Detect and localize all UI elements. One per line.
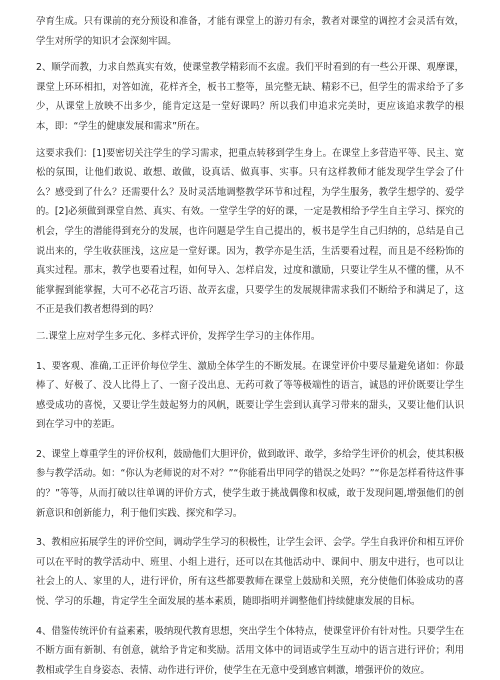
paragraph-point-2: 2、顺学而教，力求自然真实有效，使课堂教学精彩而不玄虚。我们平时看到的有一些公开课、观摩课，课堂上环环相扣，对答如流，花样齐全，板书工整等，虽完整无缺、精彩不已，但学生的需求给予了多少，从课堂上放映不出多少，能肯定这是一堂好课吗？所以我们申追求完美时，更应该追求教学的根本，即：“学生的健康发展和需求”所在。 [36, 62, 464, 132]
spacer [36, 347, 464, 357]
paragraph-requirements: 这要求我们：[1]要密切关注学生的学习需求，把重点转移到学生身上。在课堂上多营造平等、民主、宽松的氛围，让他们敢说、敢想、敢做，设真话、做真事、实事。只有这样教师才能发现学生学会了什么？感受到了什么？还需要什么？及时灵活地调整教学环节和过程，为学生服务，教学生想学的、爱学的。[2]必须做到课堂自然、真实、有效。一堂学生学的好的课，一定是教相给予学生自主学习、探究的机会，学生的潜能得到充分的发展，也许问题是学生自己提出的，板书是学生自己归纳的，总结是自己说出来的，学生收获匪浅，这应是一堂好课。因为，教学亦是生活，生活要看过程，而且是不经粉饰的真实过程。那末，教学也要看过程，如何导入、怎样启发，过度和激励，只要让学生从不懂的懂，从不能掌握到能掌握，大可不必花言巧语、故弄玄虚，只要学生的发展规律需求我们不断给予和满足了，这不正是我们教者想得到的吗？ [36, 147, 464, 316]
paragraph-eval-3: 3、教相应拓展学生的评价空间，调动学生学习的积极性，让学生会评、会学。学生自我评价和相互评价可以在平时的教学活动中、班里、小组上进行，还可以在其他活动中、课间中、朋友中进行，也可以让社会上的人、家里的人，进行评价，所有这些都要教师在课堂上鼓励和关照，充分使他们体验成功的喜悦、学习的乐趣，肯定学生全面发展的基本素质，随即指明并调整他们持续健康发展的目标。 [36, 537, 464, 608]
spacer [36, 523, 464, 533]
spacer [36, 435, 464, 445]
spacer [36, 51, 464, 58]
spacer [36, 137, 464, 144]
paragraph-eval-1: 1、要客观、准确,工正评价每位学生、激励全体学生的不断发展。在课堂评价中要尽量避免诸如：你最棒了、好极了、没人比得上了、一窗子没出息、无药可救了等等极端性的语言，诚恳的评价既要让学生感受成功的喜悦，又要让学生鼓起努力的风帆，既要让学生尝到认真学习带来的甜头，又要让他们认识到在学习中的差距。 [36, 360, 464, 431]
section-heading-two: 二.课堂上应对学生多元化、多样式评价，发挥学生学习的主体作用。 [36, 330, 321, 342]
paragraph-eval-2: 2、课堂上尊重学生的评价权利，鼓励他们大胆评价，做到敢评、敢学，多给学生评价的机会，使其积极参与教学活动。如：“你认为老师说的对不对？”“你能看出甲同学的错误之处吗？”“你是怎样看待这件事的？”等等，从而打破以往单调的评价方式，使学生敢于挑战偶像和权威，敢于发现问题,增强他们的创新意识和创新能力，利于他们实践、探究和学习。 [36, 448, 464, 519]
spacer [36, 320, 464, 327]
paragraph-eval-4: 4、借鉴传统评价有益素素，吸纳现代教育思想，突出学生个体特点，使课堂评价有针对性。只要学生在不断方面有新制、有创意，就给予肯定和奖励。活用文体中的词语或学生互动中的语言进行评价；利用教相或学生自身姿态、表情、动作进行评价，使学生在无意中受到感官刺激，增强评价的效应。 [36, 625, 464, 676]
spacer [36, 612, 464, 622]
paragraph-intro: 孕育生成。只有课前的充分预设和准备，才能有课堂上的游刃有余，教者对课堂的调控才会灵活有效，学生对所学的知识才会深刻牢固。 [36, 16, 464, 47]
